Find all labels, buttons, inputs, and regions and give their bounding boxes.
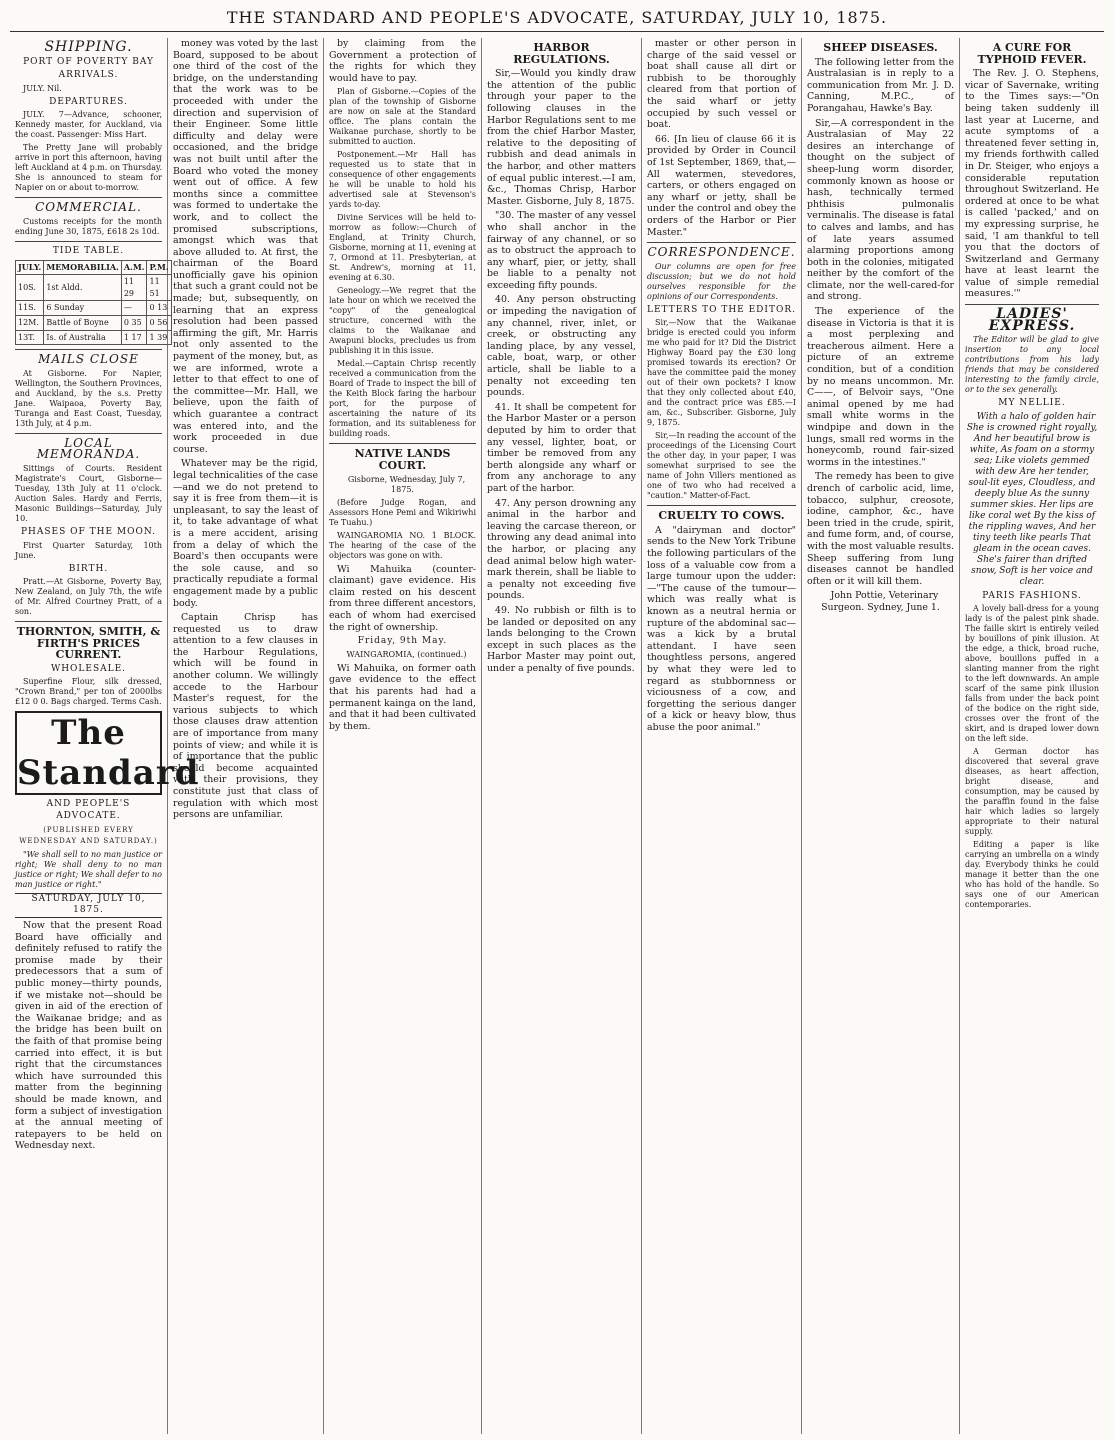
dateline: SATURDAY, JULY 10, 1875. bbox=[15, 893, 162, 918]
moon-phases-heading: PHASES OF THE MOON. bbox=[20, 526, 157, 537]
news-item-1: by claiming from the Government a protection of the rights for which they would have to pay. bbox=[329, 38, 476, 84]
column-2 bbox=[168, 38, 324, 1434]
mails-text: At Gisborne. For Napier, Wellington, the Southern Provinces, and Auckland, by the s.s. Pretty Jane. Waipaoa, Poverty Bay, Turanga and East Coast, Tuesday, 13th July, at 4 p.m. bbox=[15, 368, 162, 428]
shipping-heading: SHIPPING. bbox=[44, 39, 133, 55]
letters-heading: LETTERS TO THE EDITOR. bbox=[647, 304, 796, 315]
sheep-signature: John Pottie, Veterinary Surgeon. Sydney, June 1. bbox=[821, 590, 940, 613]
commercial-text: Customs receipts for the month ending June 30, 1875, £618 2s 10d. bbox=[15, 216, 162, 236]
harbor-clause-30: "30. The master of any vessel who shall anchor in the fairway of any channel, or so as to obstruct the approach to any wharf, pier, or jetty, shall be liable to a penalty not exceeding fifty pounds. bbox=[487, 210, 636, 291]
news-item-plan: Plan of Gisborne.—Copies of the plan of the township of Gisborne are now on sale at the Standard office. The plans contain the Waikanae purchase, shortly to be submitted to auction. bbox=[329, 87, 476, 147]
column-6 bbox=[802, 38, 960, 1434]
birth-heading: BIRTH. bbox=[68, 563, 109, 574]
column-5 bbox=[642, 38, 802, 1434]
column-4 bbox=[482, 38, 642, 1434]
harbor-clause-40: 40. Any person obstructing or impeding the navigation of any channel, river, inlet, or creek, or obstructing any landing place, by any vessel, cable, boat, warp, or other article, shall be liable to a penalty not exceeding ten pounds. bbox=[487, 294, 636, 399]
native-court-text: Wi Mahuika (counter-claimant) gave evidence. His claim rested on his descent from three different ancestors, each of whom had exercised the right of ownership. bbox=[329, 563, 476, 633]
news-item-medal: Medal.—Captain Chrisp recently received a communication from the Board of Trade to inspect the bill of the Keith Block faring the harbour port, for the purpose of ascertaining the nature of its formation, and its suitableness for building roads. bbox=[329, 359, 476, 439]
cruelty-text: A "dairyman and doctor" sends to the New York Tribune the following particulars of the loss of a valuable cow from a large tumour upon the udder:—"The cause of the tumour—which was really what is known as a neutral hernia or rupture of the abdominal sac—was a kick by a brutal attendant. I have seen thoughtless persons, angered by what they were led to regard as stubbornness or viciousness of a cow, and forgetting the serious danger of a kick or heavy blow, thus abuse the poor animal." bbox=[647, 524, 796, 733]
logo-subtitle: AND PEOPLE'S ADVOCATE. bbox=[46, 799, 131, 822]
mails-heading: MAILS CLOSE bbox=[38, 352, 139, 367]
arrivals-text: JULY. Nil. bbox=[23, 83, 62, 93]
ladies-express-heading: LADIES' EXPRESS. bbox=[988, 306, 1076, 334]
wholesale-text: Superfine Flour, silk dressed, "Crown Brand," per ton of 2000lbs £12 0 0. Bags charged. Terms Cash. bbox=[15, 677, 162, 707]
paris-fashions-heading: PARIS FASHIONS. bbox=[982, 590, 1082, 601]
local-memoranda-heading: LOCAL MEMORANDA. bbox=[36, 435, 141, 462]
column-3 bbox=[324, 38, 482, 1434]
editorial-text: Now that the present Road Board have officially and definitely refused to ratify the promise made by their predecessors that a sum of public money—thirty pounds, if we mistake not—should be given in aid of the erection of the Waikanae bridge; and as the bridge has been built on the faith of that promise being carried into effect, it is but right that the circumstances which have surrounded this matter from the beginning should be made known, and form a subject of investigation at the annual meeting of ratepayers to be held on Wednesday next. bbox=[15, 920, 162, 1152]
friday-text: Wi Mahuika, on former oath gave evidence to the effect that his parents had had a permanent kainga on the land, and that it had been cultivated by them. bbox=[329, 662, 476, 732]
german-doctor-text: A German doctor has discovered that several grave diseases, as heart affection, bright disease, and consumption, may be caused by the paraffin found in the false hair which ladies so largely appropriate to their natural supply. bbox=[965, 747, 1099, 837]
tide-table: JULY. MEMORABILIA. A.M. P.M. 10S. 1st Aldd. 11 29 11 51 11S. 6 Sunday — 0 13 12M. Battle of Boyne 0 35 0 56 13T. Is. of Australia 1 17 1 39 bbox=[15, 260, 172, 346]
moon-phases-text: First Quarter Saturday, 10th June. bbox=[15, 540, 162, 560]
newspaper-masthead: THE STANDARD AND PEOPLE'S ADVOCATE, SATURDAY, JULY 10, 1875. bbox=[10, 8, 1104, 32]
harbor-clause-47: 47. Any person drowning any animal in the harbor and leaving the carcase thereon, or throwing any dead animal into the harbor, or placing any dead animal below high water-mark therein, shall be liable to a penalty not exceeding five pounds. bbox=[487, 497, 636, 602]
harbor-continued-1: master or other person in charge of the said vessel or boat shall cause all dirt or rubbish to be thoroughly cleared from that portion of the said wharf or jetty occupied by such vessel or boat. bbox=[647, 38, 796, 131]
newspaper-logo: The Standard bbox=[17, 713, 200, 794]
editorial-continued-3: Captain Chrisp has requested us to draw attention to a few clauses in the Harbour Regulations, which will be found in another column. We willingly accede to the Harbour Master's request, for the various subjects to which those clauses draw attention are of importance from many points of view; and while it is of importance that the public should become acquainted with their provisions, they constitute just that class of regulation with which most persons are unfamiliar. bbox=[173, 612, 318, 821]
native-court-case: WAINGAROMIA NO. 1 BLOCK. The hearing of the case of the objectors was gone on with. bbox=[329, 530, 476, 560]
harbor-continued-2: 66. [In lieu of clause 66 it is provided by Order in Council of 1st September, 1869, that,— All watermen, stevedores, carters, or others engaged on any wharf or jetty, shall be under the control and obey the orders of the Harbor or Pier Master." bbox=[647, 133, 796, 238]
harbor-clause-49: 49. No rubbish or filth is to be landed or deposited on any lands belonging to the Crown except in such places as the Harbor Master may point out, under a penalty of five pounds. bbox=[487, 604, 636, 674]
sheep-text-3: The experience of the disease in Victoria is that it is a most perplexing and treacherous ailment. Here a picture of an extreme condition, but of a condition by no means uncommon. Mr. C——, of Belvoir says, "One animal opened by me had small white worms in the windpipe and down in the lungs, small red worms in the honeycomb, round fair-sized worms in the intestines." bbox=[807, 306, 954, 468]
shipping-news: The Pretty Jane will probably arrive in port this afternoon, having left Auckland at 4 p.m. on Thursday. She is announced to steam for Napier on or about to-morrow. bbox=[15, 143, 162, 193]
local-memoranda-text: Sittings of Courts. Resident Magistrate's Court, Gisborne—Tuesday, 13th July at 11 o'clock. Auction Sales. Hardy and Ferris, Masonic Buildings—Saturday, July 10. bbox=[15, 463, 162, 523]
departures-text: JULY. 7—Advance, schooner, Kennedy master, for Auckland, via the coast. Passenger: Miss Hart. bbox=[15, 110, 162, 140]
departures-heading: DEPARTURES. bbox=[49, 96, 128, 107]
news-item-postponement: Postponement.—Mr Hall has requested us to state that in consequence of other engagements he will be unable to hold his advertised sale at Stevenson's yards to-day. bbox=[329, 150, 476, 210]
harbor-clause-41: 41. It shall be competent for the Harbor Master or a person deputed by him to order that any vessel, lighter, boat, or timber be removed from any berth alongside any wharf or from any anchorage to any part of the harbor. bbox=[487, 401, 636, 494]
letter-matter-of-fact: Sir,—In reading the account of the proceedings of the Licensing Court the other day, in your paper, I was somewhat surprised to see the name of John Villers mentioned as one of two who had received a "caution." Matter-of-Fact. bbox=[647, 431, 796, 501]
editorial-continued-2: Whatever may be the rigid, legal technicalities of the case—and we do not pretend to say it is free from them—it is unpleasant, to say the least of it, to take advantage of what is a mere accident, arising from a delay of which the Board's then occupants were the sole cause, and so practically repudiate a formal engagement made by a public body. bbox=[173, 458, 318, 609]
sheep-text-2: Sir,—A correspondent in the Australasian of May 22 desires an interchange of thought on the subject of sheep-lung worm disorder, commonly known as hoose or hash, technically termed phthisis pulmonalis verminalis. The disease is fatal to calves and lambs, and has of late years assumed alarming proportions among both in the colonies, mitigated neither by the comfort of the climate, nor the well-cared-for and strong. bbox=[807, 117, 954, 303]
column-1 bbox=[10, 38, 200, 1434]
sheep-text-1: The following letter from the Australasian is in reply to a communication from Mr. J. D. Canning, M.P.C., of Porangahau, Hawke's Bay. bbox=[807, 56, 954, 114]
editing-text: Editing a paper is like carrying an umbrella on a windy day. Everybody thinks he could manage it better than the one who has hold of the handle. So says one of our American contemporaries. bbox=[965, 840, 1099, 910]
sheep-text-4: The remedy has been to give drench of carbolic acid, lime, tobacco, sulphur, creosote, iodine, camphor, &c., have been tried in the crude, spirit, and fume form, and, of course, with the most valuable results. Sheep suffering from lung diseases cannot be handled often or it will kill them. bbox=[807, 471, 954, 587]
cruelty-heading: CRUELTY TO COWS. bbox=[658, 509, 785, 523]
arrivals-heading: ARRIVALS. bbox=[58, 70, 119, 81]
harbor-letter: Sir,—Would you kindly draw the attention of the public through your paper to the following clauses in the Harbor Regulations sent to me from the chief Harbor Master, relative to the depositing of rubbish and dead animals in the harbor, and other matters of equal public interest.—I am, &c., Thomas Chrisp, Harbor Master. Gisborne, July 8, 1875. bbox=[487, 68, 636, 207]
typhoid-heading: A CURE FOR TYPHOID FEVER. bbox=[977, 41, 1087, 66]
birth-text: Pratt.—At Gisborne, Poverty Bay, New Zealand, on July 7th, the wife of Mr. Alfred Courtney Pratt, of a son. bbox=[15, 577, 162, 617]
editorial-continued-1: money was voted by the last Board, supposed to be about one third of the cost of the bridge, on the understanding that the work was to be proceeded with under the direction and supervision of their Engineer. Some little difficulty and delay were occasioned, and the bridge was not built until after the Board who voted the money went out of office. A few months since a committee was formed to undertake the work, and to collect the promised subscriptions, amongst which was that above alluded to. At first, the chairman of the Board unofficially gave his opinion that such a grant could not be made; but, subsequently, on learning that an express resolution had been passed affirming the gift, Mr. Harris not only assented to the payment of the money, but, as we are informed, wrote a letter to that effect to one of the committee—Mr. Hall, we believe, upon the faith of which guarantee a contract was entered into, and the work proceeded in due course. bbox=[173, 38, 318, 455]
port-heading: PORT OF POVERTY BAY bbox=[23, 56, 154, 67]
native-court-intro: (Before Judge Rogan, and Assessors Hone Pemi and Wikiriwhi Te Tuahu.) bbox=[329, 497, 476, 527]
sheep-diseases-heading: SHEEP DISEASES. bbox=[823, 41, 938, 54]
letter-subscriber: Sir,—Now that the Waikanae bridge is erected could you inform me who paid for it? Did the District Highway Board pay the £30 long promised towards its erection? Or have the committee paid the money out of their own pockets? I know that they only collected about £40, and the contract price was £85.—I am, &c., Subscriber. Gisborne, July 9, 1875. bbox=[647, 318, 796, 428]
native-lands-court-heading: NATIVE LANDS COURT. bbox=[354, 447, 451, 472]
logo-publication: (PUBLISHED EVERY WEDNESDAY AND SATURDAY.) bbox=[19, 825, 158, 846]
harbor-regulations-heading: HARBOR REGULATIONS. bbox=[513, 41, 610, 66]
ladies-note: The Editor will be glad to give insertion to any local contributions from his lady friends that may be considered interesting to the family circle, or to the sex generally. bbox=[965, 335, 1099, 395]
newspaper-columns bbox=[10, 38, 1104, 1434]
friday-case: WAINGAROMIA, (continued.) bbox=[346, 649, 467, 659]
commercial-heading: COMMERCIAL. bbox=[35, 200, 142, 215]
news-item-genealogy: Geneology.—We regret that the late hour on which we received the "copy" of the genealogical structure, concerned with the claims to the Waikanae and Awapuni blocks, precludes us from publishing it in this issue. bbox=[329, 286, 476, 356]
friday-heading: Friday, 9th May. bbox=[357, 636, 448, 647]
news-item-divine-services: Divine Services will be held to-morrow as follow:—Church of England, at Trinity Church, Gisborne, morning at 11, evening at 7, Ormond at 11. Presbyterian, at St. Andrew's, morning at 11, evening at 6.30. bbox=[329, 213, 476, 283]
correspondence-note: Our columns are open for free discussion; but we do not hold ourselves responsible for the opinions of our Correspondents. bbox=[647, 261, 796, 301]
poem-text: With a halo of golden hair She is crowned right royally, And her beautiful brow is white, As foam on a stormy sea; Like violets gemmed with dew Are her tender, soul-lit eyes, Cloudless, and deeply blue As the sunny summer skies. Her lips are like coral wet By the kiss of the rippling waves, And her tiny teeth like pearls That gleam in the ocean caves. She's fairer than drifted snow, Soft is her voice and clear. bbox=[966, 411, 1098, 587]
correspondence-heading: CORRESPONDENCE. bbox=[647, 245, 796, 260]
tide-table-heading: TIDE TABLE. bbox=[52, 245, 125, 256]
motto: "We shall sell to no man justice or right; We shall deny to no man justice or right; We shall defer to no man justice or right." bbox=[15, 849, 162, 889]
my-nellie-heading: MY NELLIE. bbox=[998, 398, 1066, 409]
prices-current-heading: THORNTON, SMITH, & FIRTH'S PRICES CURRENT. bbox=[16, 625, 161, 662]
wholesale-heading: WHOLESALE. bbox=[50, 663, 127, 674]
paris-fashions-text: A lovely ball-dress for a young lady is of the palest pink shade. The faille skirt is entirely veiled by bouillons of pink illusion. At the edge, a thick, broad ruche, above, bouillons puffed in a slanting manner from the right to the left downwards. An ample scarf of the same pink illusion falls from under the back point of the bodice on the right side, crosses over the front of the skirt, and is draped lower down on the left side. bbox=[965, 604, 1099, 744]
column-7 bbox=[960, 38, 1104, 1434]
native-court-date: Gisborne, Wednesday, July 7, 1875. bbox=[347, 474, 466, 494]
typhoid-text: The Rev. J. O. Stephens, vicar of Savernake, writing to the Times says:—"On being taken suddenly ill last year at Lucerne, and acute symptoms of a threatened fever setting in, my friends forthwith called in Dr. Steiger, who enjoys a considerable reputation throughout Switzerland. He ordered at once to be what is called 'packed,' and on my expressing surprise, he said, 'I am thankful to tell you that the doctors of Switzerland and Germany have at least learnt the value of simple remedial measures.'" bbox=[965, 68, 1099, 300]
